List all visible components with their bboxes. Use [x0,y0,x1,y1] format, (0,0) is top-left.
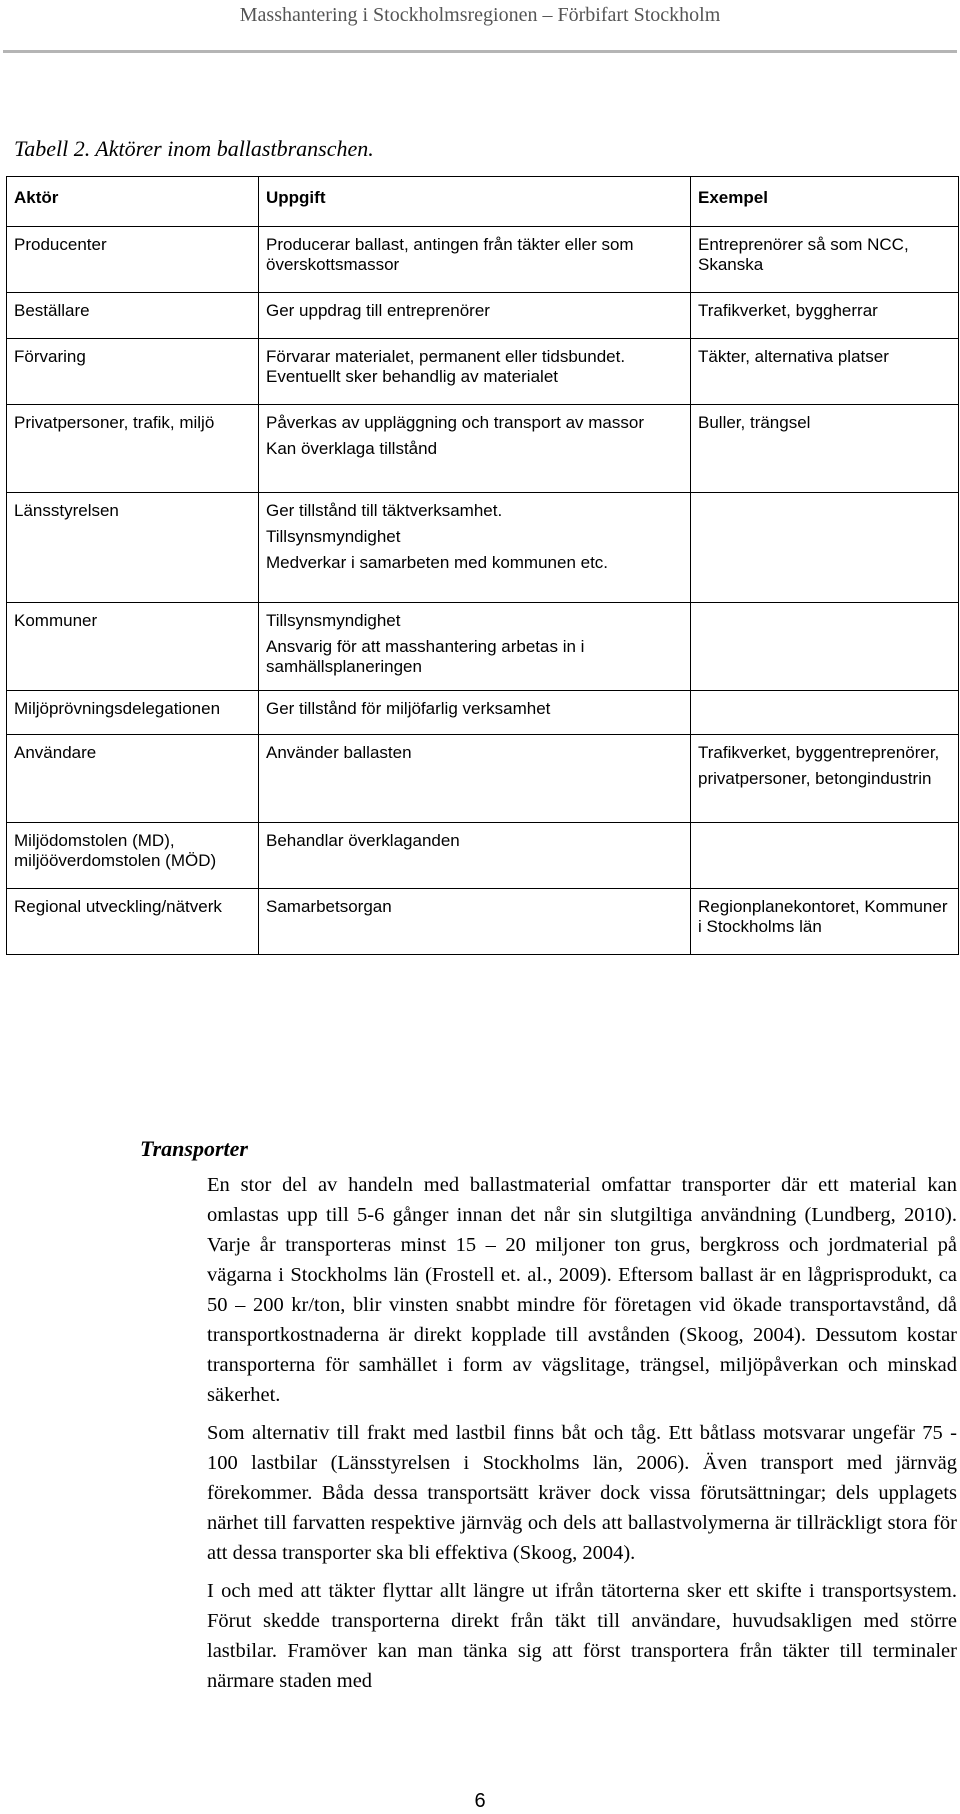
table-row [7,823,959,889]
cell-text: Buller, trängsel [698,413,811,432]
table-cell-task [259,889,691,955]
table-cell-actor [7,227,259,293]
cell-text: Ansvarig för att masshantering arbetas in i samhällsplaneringen [266,637,585,676]
table-cell-example [691,293,959,339]
table-row [7,339,959,405]
column-header-actor: Aktör [7,177,259,227]
table-row [7,735,959,823]
table-cell-example [691,603,959,691]
cell-text: Behandlar överklaganden [266,831,460,850]
cell-text: Regionplanekontoret, Kommuner i Stockholms län [698,897,948,936]
cell-text: Tillsynsmyndighet [266,527,401,546]
cell-text: Påverkas av uppläggning och transport av massor [266,413,644,432]
column-header-example: Exempel [691,177,959,227]
cell-text: Entreprenörer så som NCC, Skanska [698,235,909,274]
cell-text: Regional utveckling/nätverk [14,897,222,916]
page-number: 6 [474,1790,486,1812]
table-row [7,603,959,691]
table-cell-example [691,339,959,405]
table-cell-task [259,493,691,603]
table-cell-actor [7,493,259,603]
table-header-row [7,177,959,227]
table-cell-actor [7,823,259,889]
cell-text: Beställare [14,301,90,320]
table-cell-task [259,293,691,339]
table-row [7,405,959,493]
table-cell-task [259,735,691,823]
table-cell-example [691,493,959,603]
table-cell-actor [7,603,259,691]
cell-text: Kommuner [14,611,98,630]
cell-text: Täkter, alternativa platser [698,347,889,366]
section-body [207,1170,957,1704]
table-cell-actor [7,405,259,493]
table-cell-actor [7,735,259,823]
paragraph: I och med att täkter flyttar allt längre ut ifrån tätorterna sker ett skifte i transportsystem. Förut skedde transporterna direkt från täkt till användare, huvudsakligen med större lastbilar. Framöver kan man tänka sig att först transportera från täkter till terminaler närmare staden med [207,1580,957,1692]
cell-text: Förvarar materialet, permanent eller tidsbundet. Eventuellt sker behandlig av materialet [266,347,626,386]
cell-text: Använder ballasten [266,743,412,762]
table-body [7,227,959,955]
table-row [7,493,959,603]
cell-text: Miljödomstolen (MD), miljööverdomstolen (MÖD) [14,831,217,870]
table-row [7,293,959,339]
cell-text: Förvaring [14,347,86,366]
cell-text: Miljöprövningsdelegationen [14,699,221,718]
paragraph: En stor del av handeln med ballastmaterial omfattar transporter där ett material kan omlastas upp till 5-6 gånger innan det når sin slutgiltiga användning (Lundberg, 2010). Varje år transporteras minst 15 – 20 miljoner ton grus, bergkross och jordmaterial på vägarna i Stockholms län (Frostell et. al., 2009). Eftersom ballast är en lågprisprodukt, ca 50 – 200 kr/ton, blir vinsten snabbt mindre för företagen vid ökade transportavstånd, då transportkostnaderna är direkt kopplade till avstånden (Skoog, 2004). Dessutom kostar transporterna för samhället i form av vägslitage, trängsel, miljöpåverkan och minskad säkerhet. [207,1174,957,1406]
table-cell-example [691,823,959,889]
table-row [7,691,959,735]
cell-text: Användare [14,743,97,762]
cell-text: Producenter [14,235,107,254]
cell-text: Kan överklaga tillstånd [266,439,438,458]
cell-text: Trafikverket, byggentreprenörer, [698,743,940,762]
running-title: Masshantering i Stockholmsregionen – Förbifart Stockholm [239,4,721,26]
cell-text: Privatpersoner, trafik, miljö [14,413,215,432]
cell-text: Ger tillstånd till täktverksamhet. [266,501,503,520]
table-cell-task [259,227,691,293]
table-cell-example [691,405,959,493]
table-cell-actor [7,889,259,955]
cell-text: Tillsynsmyndighet [266,611,401,630]
column-header-task: Uppgift [259,177,691,227]
table-cell-example [691,735,959,823]
table-cell-example [691,889,959,955]
table-cell-example [691,691,959,735]
cell-text: Medverkar i samarbeten med kommunen etc. [266,553,609,572]
table-cell-actor [7,339,259,405]
cell-text: Trafikverket, byggherrar [698,301,878,320]
running-header [0,0,960,52]
table-cell-actor [7,293,259,339]
cell-text: privatpersoner, betongindustrin [698,769,932,788]
table-cell-task [259,691,691,735]
table-cell-task [259,823,691,889]
table-row [7,227,959,293]
table-cell-actor [7,691,259,735]
table-cell-example [691,227,959,293]
cell-text: Ger uppdrag till entreprenörer [266,301,490,320]
cell-text: Ger tillstånd för miljöfarlig verksamhet [266,699,551,718]
cell-text: Samarbetsorgan [266,897,392,916]
table-cell-task [259,603,691,691]
table-row [7,889,959,955]
table-cell-task [259,339,691,405]
cell-text: Länsstyrelsen [14,501,119,520]
table-caption: Tabell 2. Aktörer inom ballastbranschen. [14,136,374,161]
cell-text: Producerar ballast, antingen från täkter eller som överskottsmassor [266,235,634,274]
table-cell-task [259,405,691,493]
paragraph: Som alternativ till frakt med lastbil finns båt och tåg. Ett båtlass motsvarar ungefär 75 - 100 lastbilar (Länsstyrelsen i Stockholms län, 2006). Även transport med järnväg förekommer. Båda dessa transportsätt kräver dock vissa förutsättningar; dels upplagets närhet till farvatten respektive järnväg och dels att ballastvolymerna är tillräckligt stora för att dessa transporter ska bli effektiva (Skoog, 2004). [207,1422,957,1564]
section-heading: Transporter [140,1136,248,1161]
actors-table [6,176,959,955]
header-divider [3,50,957,53]
